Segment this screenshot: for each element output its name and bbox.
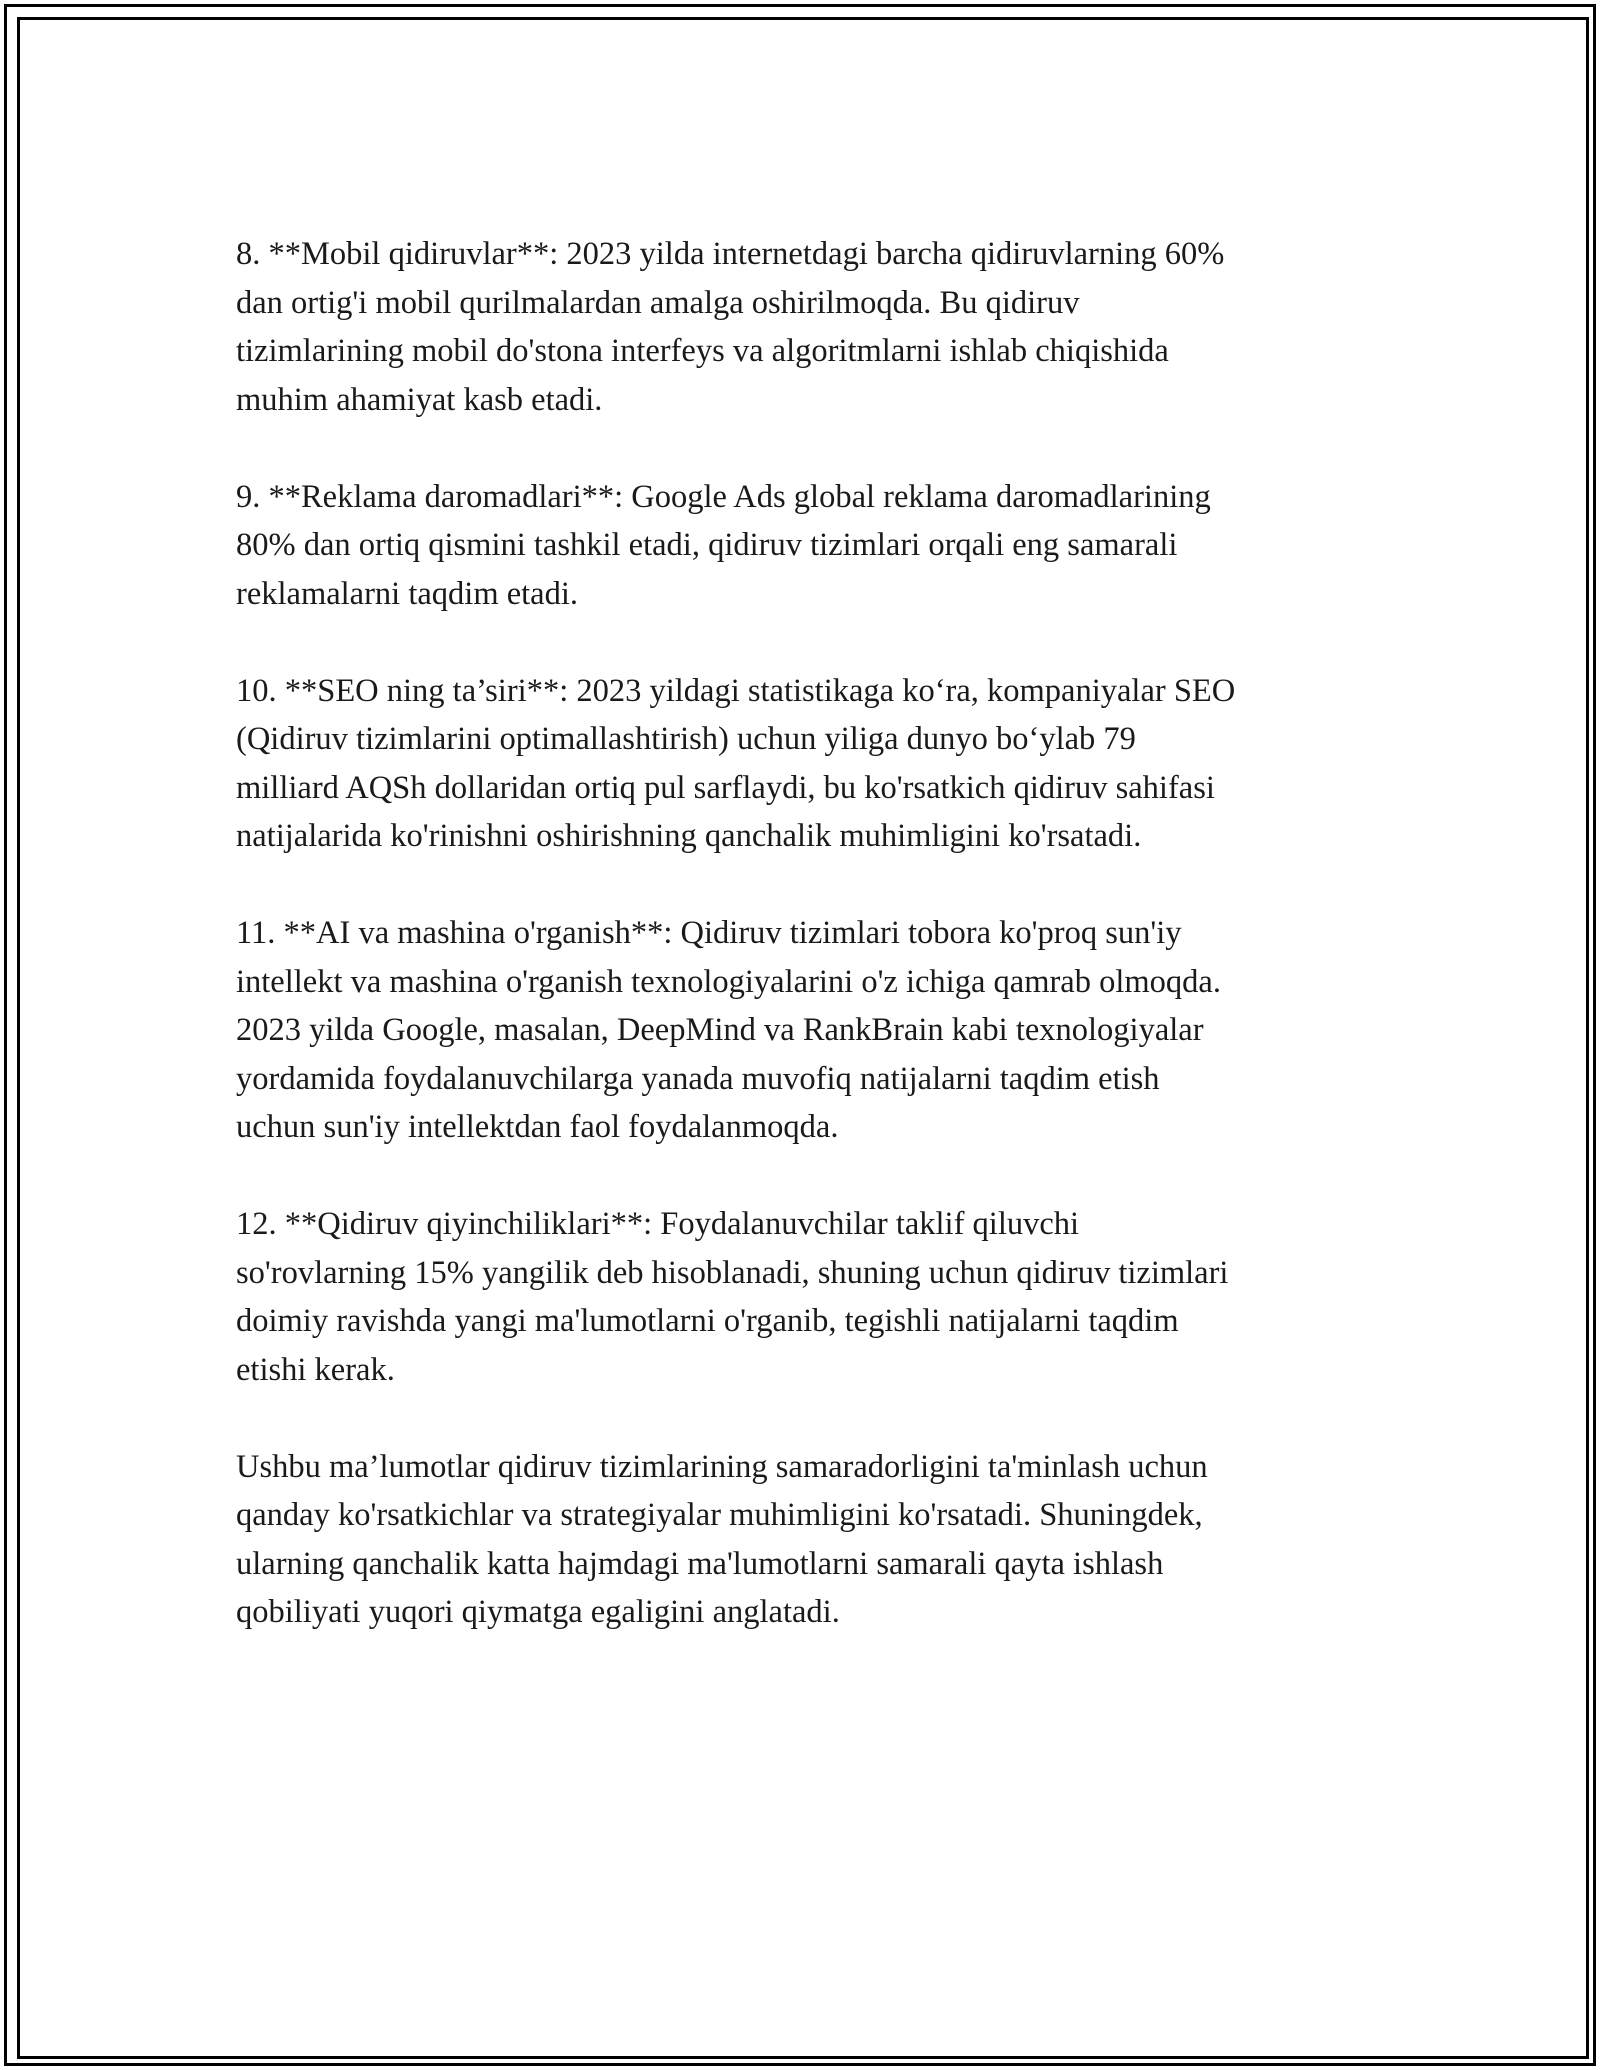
- paragraph-item-9: 9. **Reklama daromadlari**: Google Ads global reklama daromadlarining 80% dan ortiq qismini tashkil etadi, qidiruv tizimlari orqali eng samarali reklamalarni taqdim etadi.: [236, 478, 1211, 612]
- paragraph-item-10: 10. **SEO ning ta’siri**: 2023 yildagi statistikaga ko‘ra, kompaniyalar SEO (Qidiruv tizimlarini optimallashtirish) uchun yiliga dunyo bo‘ylab 79 milliard AQSh dollaridan ortiq pul sarflaydi, bu ko'rsatkich qidiruv sahifasi natijalarida ko'rinishni oshirishning qanchalik muhimligini ko'rsatadi.: [236, 672, 1236, 854]
- paragraph-item-12: 12. **Qidiruv qiyinchiliklari**: Foydalanuvchilar taklif qiluvchi so'rovlarning 15% yangilik deb hisoblanadi, shuning uchun qidiruv tizimlari doimiy ravishda yangi ma'lumotlarni o'rganib, tegishli natijalarni taqdim etishi kerak.: [236, 1206, 1229, 1388]
- document-body: [236, 230, 1386, 1685]
- paragraph-conclusion: Ushbu ma’lumotlar qidiruv tizimlarining samaradorligini ta'minlash uchun qanday ko'rsatkichlar va strategiyalar muhimligini ko'rsatadi. Shuningdek, ularning qanchalik katta hajmdagi ma'lumotlarni samarali qayta ishlash qobiliyati yuqori qiymatga egaligini anglatadi.: [236, 1448, 1208, 1630]
- paragraph-item-8: 8. **Mobil qidiruvlar**: 2023 yilda internetdagi barcha qidiruvlarning 60% dan ortig'i mobil qurilmalardan amalga oshirilmoqda. Bu qidiruv tizimlarining mobil do'stona interfeys va algoritmlarni ishlab chiqishida muhim ahamiyat kasb etadi.: [236, 236, 1225, 418]
- paragraph-item-11: 11. **AI va mashina o'rganish**: Qidiruv tizimlari tobora ko'proq sun'iy intellekt va mashina o'rganish texnologiyalarini o'z ichiga qamrab olmoqda. 2023 yilda Google, masalan, DeepMind va RankBrain kabi texnologiyalar yordamida foydalanuvchilarga yanada muvofiq natijalarni taqdim etish uchun sun'iy intellektdan faol foydalanmoqda.: [236, 915, 1221, 1145]
